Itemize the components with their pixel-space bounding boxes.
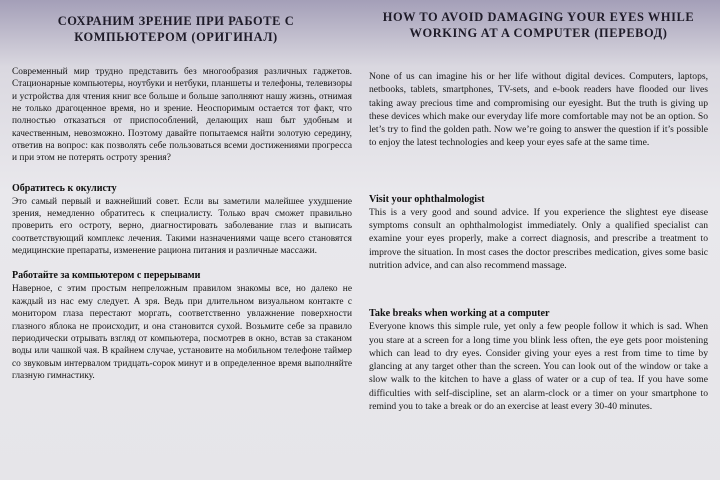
english-title: HOW TO AVOID DAMAGING YOUR EYES WHILE WORKING AT A COMPUTER (ПЕРЕВОД) [382, 10, 695, 40]
english-heading-ophthalmologist: Visit your ophthalmologist [369, 193, 485, 205]
english-intro-paragraph: None of us can imagine his or her life without digital devices. Computers, laptops, netbooks, tablets, smartphones, TV-sets, and e-book readers have flooded our lives taking away precious time and compromising our eyesight. But the truth is giving up these devices which make our everyday life more comfortable may not be an option. So let’s try to find the golden path. Now we’re going to answer the question if it’s possible to enjoy the latest technologies and keep your eyes safe at the same time. [369, 71, 708, 149]
english-paragraph-ophthalmologist: This is a very good and sound advice. If you experience the slightest eye disease symptoms consult an ophthalmologist immediately. Only a qualified specialist can examine your eyes properly, make a correct diagnosis, and prescribe a treatment to improve the situation. In most cases the doctor prescribes medication, gives some basic nutrition advice, and can also recommend massage. [369, 206, 708, 271]
russian-heading-breaks: Работайте за компьютером с перерывами [12, 270, 201, 282]
russian-intro-paragraph: Современный мир трудно представить без многообразия различных гаджетов. Стационарные компьютеры, ноутбуки и нетбуки, планшеты и телефоны, телевизоры и устройства для чтения книг все больше и больше заполняют нашу жизнь, отнимая не только драгоценное время, но и зрение. Неоспоримым остается тот факт, что полностью отказаться от приспособлений, делающих наш быт удобным и качественным, невозможно. Поэтому давайте попытаемся найти золотую середину, ответив на вопрос: как позволять себе пользоваться всеми достижениями прогресса и при этом не потерять остроту зрения? [12, 67, 352, 164]
russian-heading-ophthalmologist: Обратитесь к окулисту [12, 182, 117, 194]
english-translation-column [360, 0, 720, 480]
english-heading-breaks: Take breaks when working at a computer [369, 308, 550, 320]
russian-paragraph-ophthalmologist: Это самый первый и важнейший совет. Если вы заметили малейшее ухудшение зрения, немедленно обратитесь к специалисту. Только врач сможет правильно проверить его остроту, верно, диагностировать заболевание глаз и выписать соответствующий комплекс лечения. Такими назначениями чаще всего становятся медицинские препараты, изменение рациона питания и различные массажи. [12, 196, 352, 257]
english-paragraph-breaks: Everyone knows this simple rule, yet only a few people follow it which is sad. When you stare at a screen for a long time you blink less often, the eye gets poor moistening which can lead to dry eyes. Consider giving your eyes a rest from time to time by glancing at any target other than the screen. You can look out of the window or take a slow walk to the kitchen to have a glass of water or a cup of tea. If you have some difficulties with self-discipline, set an alarm-clock or a timer on your smartphone to remind you to take a break or do an exercise at least every 30-40 minutes. [369, 321, 708, 413]
russian-title: СОХРАНИМ ЗРЕНИЕ ПРИ РАБОТЕ С КОМПЬЮТЕРОМ (ОРИГИНАЛ) [57, 14, 295, 44]
russian-paragraph-breaks: Наверное, с этим простым непреложным правилом знакомы все, но далеко не каждый из нас ему следует. А зря. Ведь при длительном визуальном контакте с монитором глаза перестают моргать, соответственно увлажнение поверхности глазного яблока не происходит, и она становится сухой. Возьмите себе за правило периодически отрывать взгляд от компьютера, посмотрев в окно, встав за стаканом воды или чашкой чая. В крайнем случае, установите на мобильном телефоне таймер со звуковым интервалом тридцать-сорок минут и в определенное время выполняйте глазную гимнастику. [12, 284, 352, 381]
